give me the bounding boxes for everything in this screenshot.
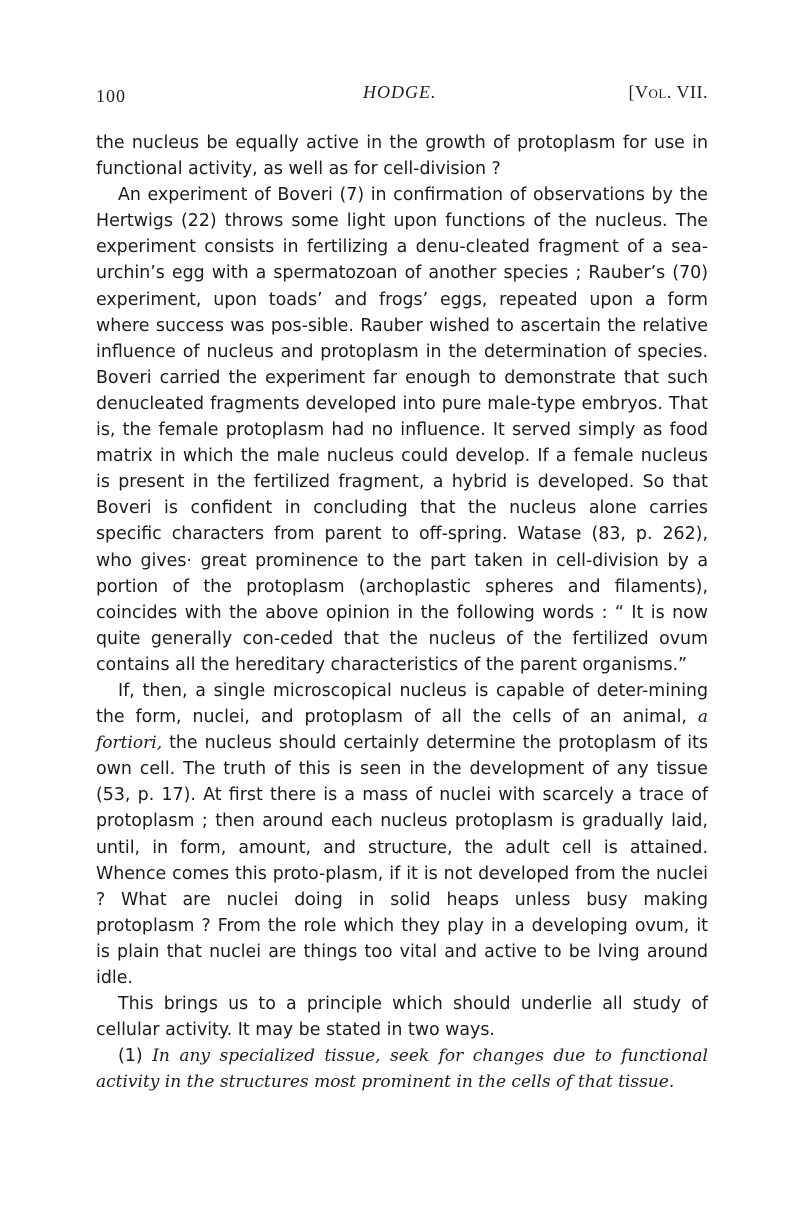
running-head xyxy=(96,82,708,112)
paragraph-principle: This brings us to a principle which should underlie all study of cellular activity. It may be stated in two ways. xyxy=(96,994,708,1041)
paragraph-text: If, then, a single microscopical nucleus is capable of deter-mining the form, nuclei, and protoplasm of all the cells of an animal, xyxy=(96,680,708,728)
paragraph-continuation: the nucleus be equally active in the growth of protoplasm for use in functional activity, as well as for cell-division ? xyxy=(96,133,708,180)
paragraph-text: the nucleus should certainly determine the protoplasm of its own cell. The truth of this is seen in the development of any tissue (53, p. 17). At first there is a mass of nuclei with scarcely a trace of protoplasm ; then around each nucleus protoplasm is gradually laid, until, in form, amount, and structure, the adult cell is attained. Whence comes this proto-plasm, if it is not developed from the nuclei ? What are nuclei doing in solid heaps unless busy making protoplasm ? From the role which they play in a developing ovum, it is plain that nuclei are things too vital and active to be lving around idle. xyxy=(96,733,708,988)
volume-bracket: [ xyxy=(628,82,635,102)
page-number: 100 xyxy=(96,86,126,106)
volume-label xyxy=(629,82,709,103)
italic-principle: In any specialized tissue, seek for changes due to functional activity in the structures most prominent in the cells of that tissue. xyxy=(96,1046,708,1093)
paragraph-nucleus-protoplasm xyxy=(96,678,708,991)
paragraph-boveri-experiment: An experiment of Boveri (7) in confirmation of observations by the Hertwigs (22) throws some light upon functions of the nucleus. The experiment consists in fertilizing a denu-cleated fragment of a sea-urchin’s egg with a spermatozoan of another species ; Rauber’s (70) experiment, upon toads’ and frogs’ eggs, repeated upon a form where success was pos-sible. Rauber wished to ascertain the relative influence of nucleus and protoplasm in the determination of species. Boveri carried the experiment far enough to demonstrate that such denucleated fragments developed into pure male-type embryos. That is, the female protoplasm had no influence. It served simply as food matrix in which the male nucleus could develop. If a female nucleus is present in the fertilized fragment, a hybrid is developed. So that Boveri is confident in concluding that the nucleus alone carries specific characters from parent to off-spring. Watase (83, p. 262), who gives· great prominence to the part taken in cell-division by a portion of the protoplasm (archoplastic spheres and filaments), coincides with the above opinion in the following words : “ It is now quite generally con-ceded that the nucleus of the fertilized ovum contains all the hereditary characteristics of the parent organisms.” xyxy=(96,185,708,675)
volume-word: Vol xyxy=(635,82,667,102)
running-title: HODGE. xyxy=(363,82,437,102)
list-number: (1) xyxy=(118,1046,153,1067)
italic-phrase: a fortiori, xyxy=(96,707,708,754)
paragraph-principle-one xyxy=(96,1043,708,1095)
body-text xyxy=(96,130,708,1095)
volume-number: . VII. xyxy=(666,82,708,102)
